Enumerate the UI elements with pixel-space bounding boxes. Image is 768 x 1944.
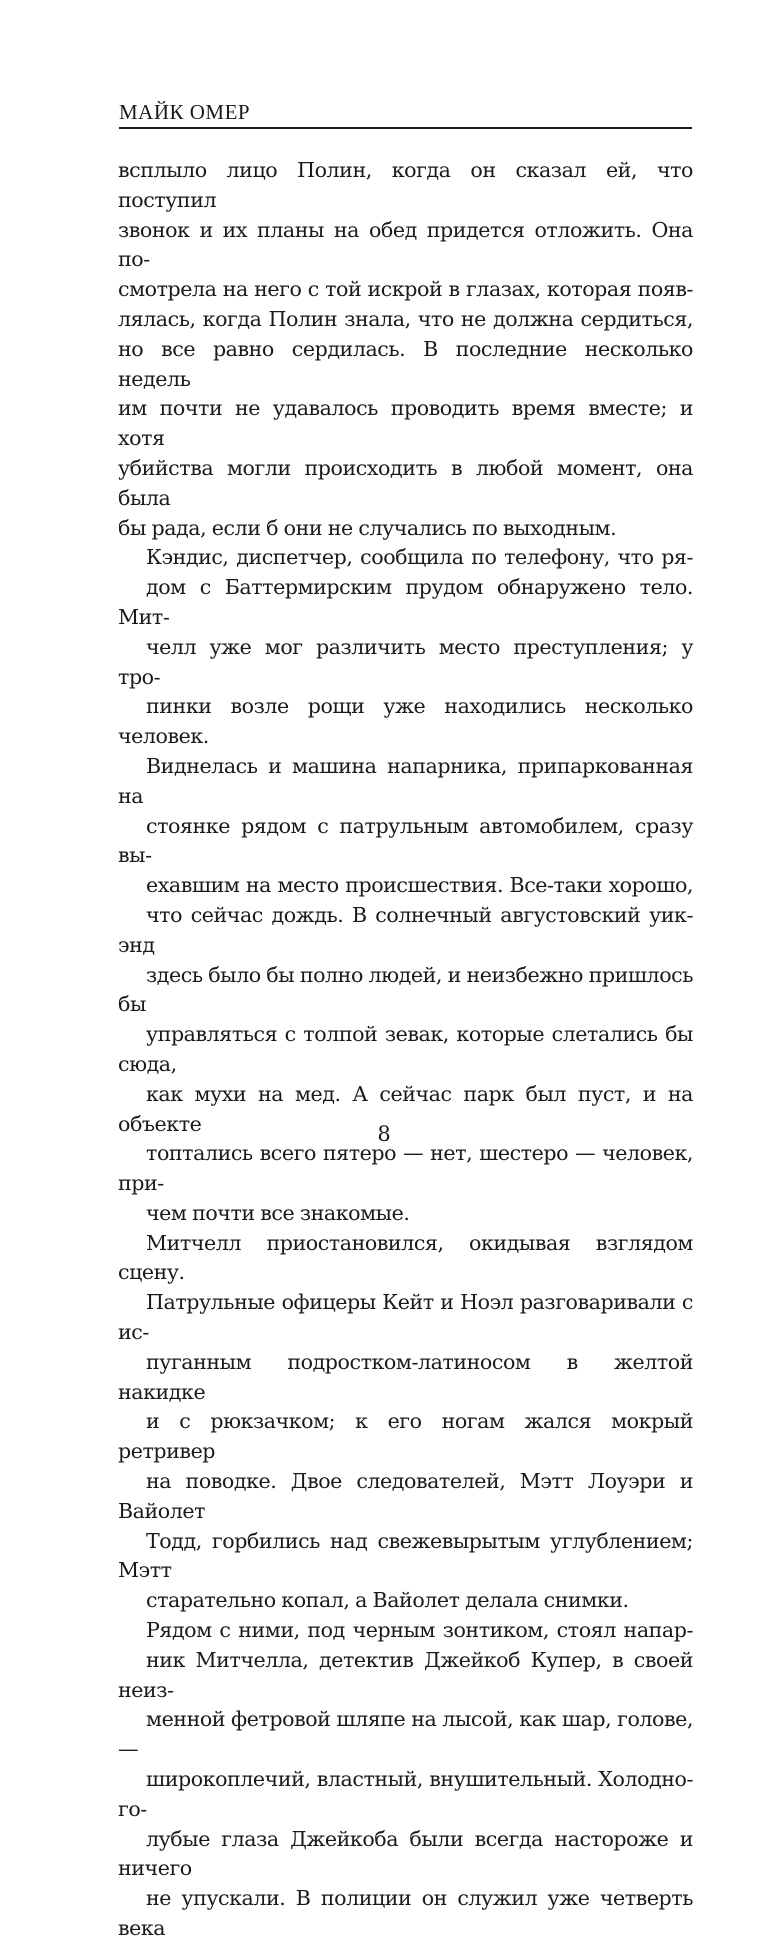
- text-line: как мухи на мед. А сейчас парк был пуст, и на объекте: [118, 1081, 693, 1136]
- text-line: лялась, когда Полин знала, что не должна сердиться,: [118, 306, 693, 331]
- text-line: менной фетровой шляпе на лысой, как шар, голове, —: [118, 1707, 693, 1762]
- text-line: смотрела на него с той искрой в глазах, которая появ-: [118, 277, 693, 302]
- text-line: Митчелл приостановился, окидывая взглядом сцену.: [118, 1230, 693, 1285]
- text-line: здесь было бы полно людей, и неизбежно пришлось бы: [118, 962, 693, 1017]
- text-line: ник Митчелла, детектив Джейкоб Купер, в своей неиз-: [118, 1647, 693, 1702]
- body-text: [118, 156, 693, 1944]
- text-line: старательно копал, а Вайолет делала снимки.: [146, 1588, 629, 1613]
- text-line: им почти не удавалось проводить время вместе; и хотя: [118, 396, 693, 451]
- paragraph-1: [118, 156, 693, 543]
- text-line: челл уже мог различить место преступления; у тро-: [118, 634, 693, 689]
- text-line: но все равно сердилась. В последние несколько недель: [118, 336, 693, 391]
- text-line: Кэндис, диспетчер, сообщила по телефону, что ря-: [146, 545, 693, 570]
- paragraph-4: [118, 1616, 693, 1944]
- text-line: убийства могли происходить в любой момент, она была: [118, 455, 693, 510]
- text-line: стоянке рядом с патрульным автомобилем, сразу вы-: [118, 813, 693, 868]
- text-line: не упускали. В полиции он служил уже четверть века: [118, 1886, 693, 1941]
- text-line: дом с Баттермирским прудом обнаружено тело. Мит-: [118, 575, 693, 629]
- text-line: широкоплечий, властный, внушительный. Холодно-го-: [118, 1767, 693, 1821]
- text-line: лубые глаза Джейкоба были всегда настороже и ничего: [118, 1826, 693, 1881]
- paragraph-3: [118, 1229, 693, 1616]
- text-line: Патрульные офицеры Кейт и Ноэл разговаривали с ис-: [118, 1290, 693, 1345]
- text-line: ехавшим на место происшествия. Все-таки хорошо,: [146, 873, 693, 898]
- text-line: чем почти все знакомые.: [146, 1200, 410, 1225]
- header-rule: [119, 127, 692, 129]
- text-line: всплыло лицо Полин, когда он сказал ей, что поступил: [118, 158, 693, 212]
- text-line: звонок и их планы на обед придется отложить. Она по-: [118, 217, 693, 272]
- page-number: 8: [377, 1122, 391, 1146]
- text-line: Рядом с ними, под черным зонтиком, стоял напар-: [146, 1618, 693, 1643]
- running-head-author: МАЙК ОМЕР: [119, 100, 251, 124]
- text-line: управляться с толпой зевак, которые слетались бы сюда,: [118, 1022, 693, 1076]
- text-line: и с рюкзачком; к его ногам жался мокрый ретривер: [118, 1409, 693, 1464]
- text-line: топтались всего пятеро — нет, шестеро — человек, при-: [118, 1141, 693, 1196]
- text-line: пинки возле рощи уже находились несколько человек.: [118, 694, 693, 749]
- text-line: бы рада, если б они не случались по выходным.: [118, 515, 617, 540]
- text-line: пуганным подростком-латиносом в желтой накидке: [118, 1349, 693, 1404]
- text-line: что сейчас дождь. В солнечный августовский уик-энд: [118, 902, 693, 957]
- text-line: Виднелась и машина напарника, припаркованная на: [118, 753, 693, 808]
- text-line: на поводке. Двое следователей, Мэтт Лоуэри и Вайолет: [118, 1469, 693, 1523]
- text-line: Тодд, горбились над свежевырытым углублением; Мэтт: [118, 1528, 693, 1583]
